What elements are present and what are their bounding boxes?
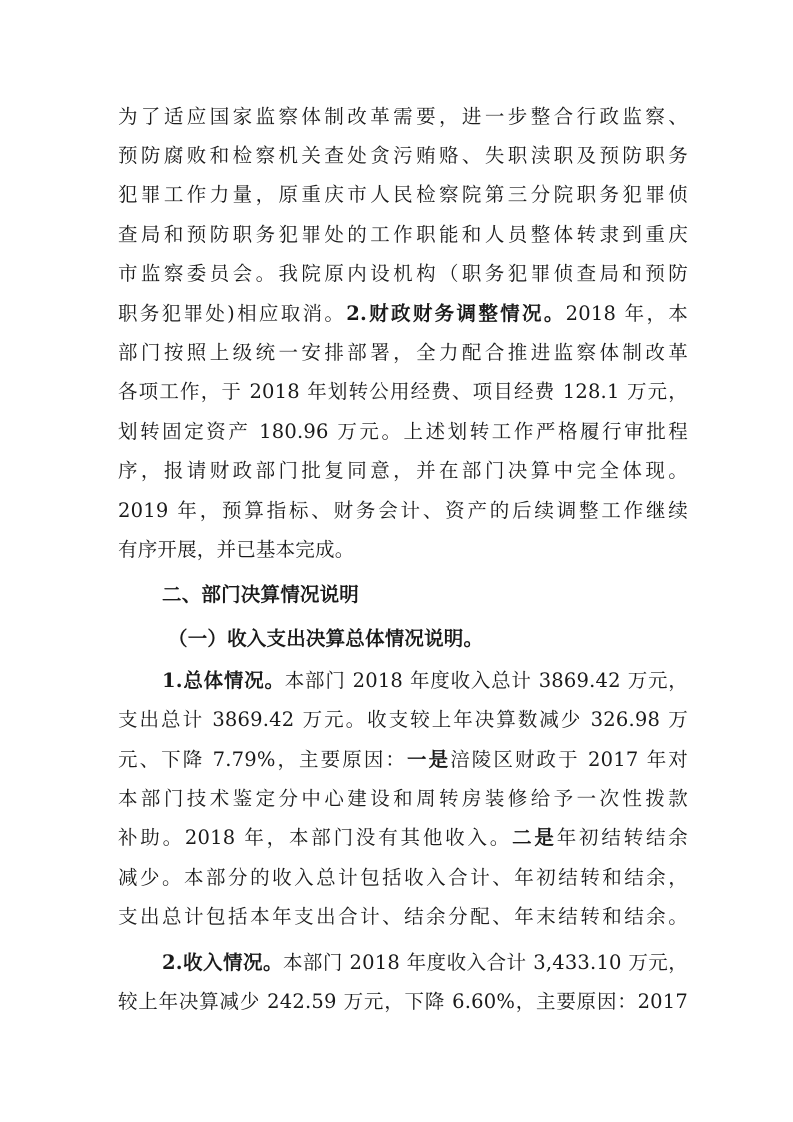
paragraph-line: 划转固定资产 180.96 万元。上述划转工作严格履行审批程: [118, 420, 688, 443]
text-run: 本部门 2018 年度收入总计 3869.42 万元，: [284, 669, 688, 692]
paragraph-line: 市监察委员会。我院原内设机构（职务犯罪侦查局和预防: [118, 262, 688, 285]
paragraph-line: [118, 748, 688, 772]
text-run: 元、下降 7.79%，主要原因：: [118, 748, 407, 771]
text-run: 年初结转结余: [556, 826, 688, 849]
paragraph-line: 查局和预防职务犯罪处的工作职能和人员整体转隶到重庆: [118, 223, 688, 246]
item-label: 2.收入情况。: [162, 951, 283, 974]
item-label: 1.总体情况。: [162, 669, 285, 692]
emphasis: 二是: [512, 826, 557, 849]
emphasis: 一是: [407, 748, 451, 771]
paragraph-line: 犯罪工作力量，原重庆市人民检察院第三分院职务犯罪侦: [118, 183, 688, 206]
paragraph-line: 部门按照上级统一安排部署，全力配合推进监察体制改革: [118, 341, 688, 364]
paragraph-line: [118, 302, 688, 326]
subsection-heading: （一）收入支出决算总体情况说明。: [168, 627, 484, 650]
paragraph-line: 各项工作，于 2018 年划转公用经费、项目经费 128.1 万元，: [118, 380, 688, 403]
paragraph-line: 有序开展，并已基本完成。: [118, 538, 355, 561]
text-run: 职务犯罪处)相应取消。: [118, 302, 347, 325]
text-run: 本部门 2018 年度收入合计 3,433.10 万元，: [282, 951, 688, 974]
paragraph-line: [162, 951, 688, 975]
paragraph-line: [118, 826, 688, 850]
paragraph-line: 预防腐败和检察机关查处贪污贿赂、失职渎职及预防职务: [118, 144, 688, 167]
paragraph-line: 本部门技术鉴定分中心建设和周转房装修给予一次性拨款: [118, 787, 688, 810]
paragraph-line: 2019 年，预算指标、财务会计、资产的后续调整工作继续: [118, 499, 688, 522]
paragraph-line: 减少。本部分的收入总计包括收入合计、年初结转和结余，: [118, 866, 688, 889]
paragraph-line: 支出总计包括本年支出合计、结余分配、年末结转和结余。: [118, 905, 688, 928]
text-run: 2018 年，本: [565, 302, 688, 325]
text-run: 涪陵区财政于 2017 年对: [450, 748, 688, 771]
paragraph-line: 序，报请财政部门批复同意，并在部门决算中完全体现。: [118, 459, 688, 482]
paragraph-line: 支出总计 3869.42 万元。收支较上年决算数减少 326.98 万: [118, 708, 688, 731]
paragraph-line: [162, 669, 688, 693]
inline-heading: 2.财政财务调整情况。: [346, 302, 566, 325]
paragraph-line: 较上年决算减少 242.59 万元，下降 6.60%，主要原因：2017: [118, 990, 688, 1013]
paragraph-line: 为了适应国家监察体制改革需要，进一步整合行政监察、: [118, 105, 688, 128]
section-heading: 二、部门决算情况说明: [162, 583, 360, 606]
text-run: 补助。2018 年，本部门没有其他收入。: [118, 826, 513, 849]
